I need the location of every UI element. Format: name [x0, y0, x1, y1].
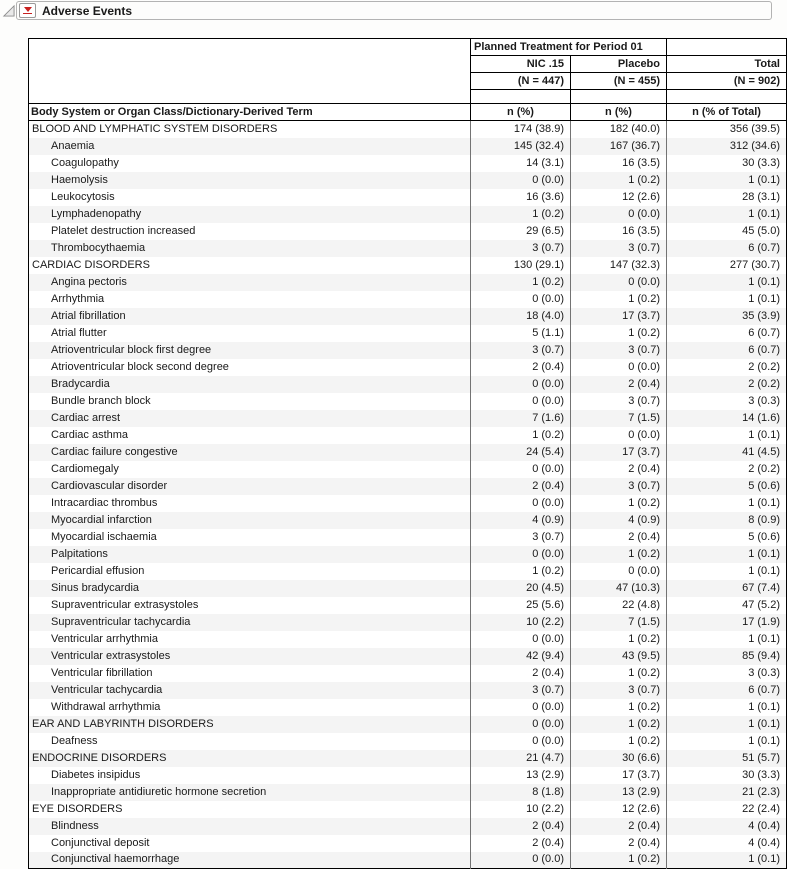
value-cell-nic: 0 (0.0): [471, 376, 571, 393]
value-cell-total: 85 (9.4): [667, 648, 787, 665]
term-cell: Cardiac asthma: [51, 428, 129, 441]
term-cell: Ventricular fibrillation: [51, 666, 153, 679]
term-cell: Withdrawal arrhythmia: [51, 700, 161, 713]
term-cell: Thrombocythaemia: [51, 241, 146, 254]
value-cell-nic: 0 (0.0): [471, 461, 571, 478]
term-cell: Cardiac arrest: [51, 411, 121, 424]
table-row[interactable]: [29, 580, 787, 597]
value-cell-placebo: 0 (0.0): [571, 359, 667, 376]
term-cell: Conjunctival deposit: [51, 836, 150, 849]
value-cell-total: 45 (5.0): [667, 223, 787, 240]
table-row[interactable]: [29, 240, 787, 257]
value-cell-placebo: 1 (0.2): [571, 495, 667, 512]
term-cell: Lymphadenopathy: [51, 207, 142, 220]
value-cell-total: 1 (0.1): [667, 172, 787, 189]
value-cell-placebo: 12 (2.6): [571, 801, 667, 818]
table-row[interactable]: [29, 325, 787, 342]
disclosure-triangle-icon[interactable]: [2, 4, 15, 17]
column-n-total: (N = 902): [667, 73, 787, 90]
value-cell-total: 1 (0.1): [667, 852, 787, 869]
term-cell: Pericardial effusion: [51, 564, 145, 577]
value-cell-placebo: 2 (0.4): [571, 818, 667, 835]
value-cell-total: 4 (0.4): [667, 818, 787, 835]
table-row[interactable]: [29, 784, 787, 801]
value-cell-total: 35 (3.9): [667, 308, 787, 325]
value-cell-placebo: 0 (0.0): [571, 427, 667, 444]
value-cell-nic: 0 (0.0): [471, 393, 571, 410]
value-cell-total: 5 (0.6): [667, 478, 787, 495]
table-row[interactable]: [29, 189, 787, 206]
term-cell: Supraventricular extrasystoles: [51, 598, 199, 611]
table-row[interactable]: [29, 631, 787, 648]
value-cell-nic: 7 (1.6): [471, 410, 571, 427]
value-cell-placebo: 2 (0.4): [571, 529, 667, 546]
value-cell-placebo: 2 (0.4): [571, 376, 667, 393]
value-cell-total: 21 (2.3): [667, 784, 787, 801]
table-row[interactable]: [29, 138, 787, 155]
table-row[interactable]: [29, 801, 787, 818]
table-row[interactable]: [29, 427, 787, 444]
value-cell-total: 67 (7.4): [667, 580, 787, 597]
value-cell-total: 1 (0.1): [667, 546, 787, 563]
value-cell-nic: 0 (0.0): [471, 852, 571, 869]
value-cell-placebo: 147 (32.3): [571, 257, 667, 274]
value-cell-total: 22 (2.4): [667, 801, 787, 818]
value-cell-total: 6 (0.7): [667, 682, 787, 699]
table-row[interactable]: [29, 818, 787, 835]
table-row[interactable]: [29, 665, 787, 682]
value-cell-total: 6 (0.7): [667, 240, 787, 257]
table-row[interactable]: [29, 393, 787, 410]
value-cell-nic: 13 (2.9): [471, 767, 571, 784]
table-row[interactable]: [29, 223, 787, 240]
value-cell-placebo: 1 (0.2): [571, 291, 667, 308]
value-cell-nic: 1 (0.2): [471, 427, 571, 444]
value-cell-nic: 174 (38.9): [471, 121, 571, 138]
value-cell-total: 277 (30.7): [667, 257, 787, 274]
value-cell-nic: 21 (4.7): [471, 750, 571, 767]
value-cell-nic: 1 (0.2): [471, 563, 571, 580]
column-n-nic: (N = 447): [471, 73, 571, 90]
term-cell: Platelet destruction increased: [51, 224, 196, 237]
value-cell-total: 1 (0.1): [667, 699, 787, 716]
value-cell-total: 47 (5.2): [667, 597, 787, 614]
value-cell-placebo: 1 (0.2): [571, 733, 667, 750]
value-cell-placebo: 17 (3.7): [571, 308, 667, 325]
value-cell-placebo: 12 (2.6): [571, 189, 667, 206]
value-cell-nic: 0 (0.0): [471, 546, 571, 563]
table-row[interactable]: [29, 155, 787, 172]
value-cell-placebo: 16 (3.5): [571, 155, 667, 172]
term-cell: CARDIAC DISORDERS: [32, 258, 150, 271]
value-cell-total: 2 (0.2): [667, 461, 787, 478]
table-row[interactable]: [29, 614, 787, 631]
term-cell: Angina pectoris: [51, 275, 127, 288]
value-cell-nic: 16 (3.6): [471, 189, 571, 206]
value-cell-total: 1 (0.1): [667, 495, 787, 512]
value-cell-nic: 42 (9.4): [471, 648, 571, 665]
value-cell-total: 28 (3.1): [667, 189, 787, 206]
value-cell-total: 51 (5.7): [667, 750, 787, 767]
value-cell-placebo: 1 (0.2): [571, 546, 667, 563]
value-cell-nic: 2 (0.4): [471, 835, 571, 852]
value-cell-total: 17 (1.9): [667, 614, 787, 631]
table-row[interactable]: [29, 206, 787, 223]
table-row[interactable]: [29, 750, 787, 767]
value-cell-placebo: 1 (0.2): [571, 665, 667, 682]
value-cell-placebo: 1 (0.2): [571, 172, 667, 189]
value-cell-total: 30 (3.3): [667, 155, 787, 172]
measure-header-nic: n (%): [471, 104, 571, 121]
table-row[interactable]: [29, 733, 787, 750]
value-cell-total: 2 (0.2): [667, 376, 787, 393]
term-cell: Palpitations: [51, 547, 108, 560]
table-row[interactable]: [29, 342, 787, 359]
value-cell-placebo: 7 (1.5): [571, 410, 667, 427]
value-cell-placebo: 167 (36.7): [571, 138, 667, 155]
value-cell-nic: 25 (5.6): [471, 597, 571, 614]
table-row[interactable]: [29, 257, 787, 274]
value-cell-total: 30 (3.3): [667, 767, 787, 784]
term-cell: Inappropriate antidiuretic hormone secretion: [51, 785, 267, 798]
table-row[interactable]: [29, 852, 787, 869]
value-cell-placebo: 3 (0.7): [571, 478, 667, 495]
value-cell-total: 3 (0.3): [667, 665, 787, 682]
value-cell-nic: 2 (0.4): [471, 359, 571, 376]
value-cell-placebo: 3 (0.7): [571, 393, 667, 410]
value-cell-total: 4 (0.4): [667, 835, 787, 852]
term-cell: BLOOD AND LYMPHATIC SYSTEM DISORDERS: [32, 122, 278, 135]
term-cell: Arrhythmia: [51, 292, 105, 305]
table-row[interactable]: [29, 563, 787, 580]
value-cell-placebo: 3 (0.7): [571, 342, 667, 359]
term-cell: Atrioventricular block second degree: [51, 360, 229, 373]
value-cell-placebo: 43 (9.5): [571, 648, 667, 665]
value-cell-placebo: 17 (3.7): [571, 444, 667, 461]
term-cell: Haemolysis: [51, 173, 108, 186]
value-cell-placebo: 2 (0.4): [571, 461, 667, 478]
table-row[interactable]: [29, 682, 787, 699]
table-header: [29, 39, 787, 121]
value-cell-total: 41 (4.5): [667, 444, 787, 461]
value-cell-total: 1 (0.1): [667, 716, 787, 733]
value-cell-total: 5 (0.6): [667, 529, 787, 546]
value-cell-nic: 29 (6.5): [471, 223, 571, 240]
spacer-cell: [471, 90, 571, 104]
red-triangle-menu-icon[interactable]: [19, 3, 36, 18]
column-header-placebo: Placebo: [571, 56, 667, 73]
table-row[interactable]: [29, 444, 787, 461]
value-cell-nic: 3 (0.7): [471, 682, 571, 699]
value-cell-nic: 3 (0.7): [471, 342, 571, 359]
term-cell: Deafness: [51, 734, 98, 747]
table-row[interactable]: [29, 376, 787, 393]
value-cell-total: 1 (0.1): [667, 206, 787, 223]
value-cell-nic: 18 (4.0): [471, 308, 571, 325]
term-cell: Sinus bradycardia: [51, 581, 140, 594]
value-cell-placebo: 16 (3.5): [571, 223, 667, 240]
column-header-total: Total: [667, 56, 787, 73]
value-cell-nic: 10 (2.2): [471, 614, 571, 631]
value-cell-placebo: 0 (0.0): [571, 274, 667, 291]
term-cell: Anaemia: [51, 139, 95, 152]
value-cell-nic: 14 (3.1): [471, 155, 571, 172]
value-cell-placebo: 3 (0.7): [571, 240, 667, 257]
term-cell: Myocardial ischaemia: [51, 530, 157, 543]
value-cell-placebo: 1 (0.2): [571, 325, 667, 342]
value-cell-placebo: 182 (40.0): [571, 121, 667, 138]
stub-header-cell: [29, 39, 471, 104]
red-triangle-glyph: [24, 7, 32, 12]
value-cell-nic: 145 (32.4): [471, 138, 571, 155]
value-cell-total: 1 (0.1): [667, 631, 787, 648]
value-cell-nic: 0 (0.0): [471, 716, 571, 733]
term-cell: Cardiac failure congestive: [51, 445, 178, 458]
table-row[interactable]: [29, 546, 787, 563]
table-row[interactable]: [29, 461, 787, 478]
table-row[interactable]: [29, 172, 787, 189]
value-cell-total: 1 (0.1): [667, 733, 787, 750]
table-row[interactable]: [29, 291, 787, 308]
value-cell-total: 1 (0.1): [667, 427, 787, 444]
value-cell-nic: 4 (0.9): [471, 512, 571, 529]
value-cell-placebo: 1 (0.2): [571, 852, 667, 869]
value-cell-nic: 0 (0.0): [471, 733, 571, 750]
value-cell-placebo: 0 (0.0): [571, 563, 667, 580]
value-cell-nic: 0 (0.0): [471, 291, 571, 308]
value-cell-nic: 0 (0.0): [471, 631, 571, 648]
outline-title-content: [2, 1, 134, 20]
value-cell-placebo: 47 (10.3): [571, 580, 667, 597]
table-row[interactable]: [29, 597, 787, 614]
term-cell: Myocardial infarction: [51, 513, 152, 526]
column-n-placebo: (N = 455): [571, 73, 667, 90]
value-cell-total: 8 (0.9): [667, 512, 787, 529]
table-body: [29, 121, 787, 869]
term-cell: Bundle branch block: [51, 394, 151, 407]
table-row[interactable]: [29, 835, 787, 852]
value-cell-nic: 2 (0.4): [471, 818, 571, 835]
value-cell-nic: 2 (0.4): [471, 665, 571, 682]
table-row[interactable]: [29, 410, 787, 427]
value-cell-placebo: 30 (6.6): [571, 750, 667, 767]
term-cell: ENDOCRINE DISORDERS: [32, 751, 167, 764]
table-row[interactable]: [29, 478, 787, 495]
term-cell: Ventricular tachycardia: [51, 683, 163, 696]
value-cell-total: 6 (0.7): [667, 342, 787, 359]
adverse-events-report: [28, 38, 787, 869]
value-cell-nic: 1 (0.2): [471, 206, 571, 223]
term-cell: Ventricular extrasystoles: [51, 649, 171, 662]
value-cell-nic: 3 (0.7): [471, 529, 571, 546]
value-cell-placebo: 2 (0.4): [571, 835, 667, 852]
term-cell: EAR AND LABYRINTH DISORDERS: [32, 717, 214, 730]
spacer-cell: [667, 90, 787, 104]
term-cell: Supraventricular tachycardia: [51, 615, 191, 628]
table-row[interactable]: [29, 716, 787, 733]
term-cell: Leukocytosis: [51, 190, 115, 203]
value-cell-total: 1 (0.1): [667, 563, 787, 580]
measure-header-placebo: n (%): [571, 104, 667, 121]
value-cell-nic: 0 (0.0): [471, 172, 571, 189]
value-cell-placebo: 17 (3.7): [571, 767, 667, 784]
value-cell-total: 14 (1.6): [667, 410, 787, 427]
column-header-nic: NIC .15: [471, 56, 571, 73]
page-title: Adverse Events: [42, 3, 133, 18]
value-cell-nic: 5 (1.1): [471, 325, 571, 342]
outline-title-bar: [0, 0, 787, 22]
table-row[interactable]: [29, 359, 787, 376]
table-row[interactable]: [29, 121, 787, 138]
table-row[interactable]: [29, 495, 787, 512]
measure-header-total: n (% of Total): [667, 104, 787, 121]
group-header-spacer-cell: [667, 39, 787, 56]
term-cell: Coagulopathy: [51, 156, 119, 169]
term-cell: Diabetes insipidus: [51, 768, 141, 781]
term-cell: Atrial fibrillation: [51, 309, 126, 322]
value-cell-nic: 1 (0.2): [471, 274, 571, 291]
term-cell: Atrial flutter: [51, 326, 107, 339]
stub-header-label: Body System or Organ Class/Dictionary-Derived Term: [29, 104, 471, 121]
value-cell-placebo: 22 (4.8): [571, 597, 667, 614]
table-row[interactable]: [29, 699, 787, 716]
value-cell-total: 2 (0.2): [667, 359, 787, 376]
table-row[interactable]: [29, 648, 787, 665]
value-cell-total: 6 (0.7): [667, 325, 787, 342]
term-cell: Atrioventricular block first degree: [51, 343, 212, 356]
term-cell: Cardiovascular disorder: [51, 479, 168, 492]
value-cell-nic: 8 (1.8): [471, 784, 571, 801]
adverse-events-table: [28, 38, 787, 869]
value-cell-placebo: 4 (0.9): [571, 512, 667, 529]
spacer-cell: [571, 90, 667, 104]
value-cell-total: 356 (39.5): [667, 121, 787, 138]
value-cell-placebo: 1 (0.2): [571, 699, 667, 716]
value-cell-nic: 20 (4.5): [471, 580, 571, 597]
red-triangle-underline: [23, 13, 32, 14]
table-row[interactable]: [29, 274, 787, 291]
value-cell-placebo: 3 (0.7): [571, 682, 667, 699]
value-cell-nic: 3 (0.7): [471, 240, 571, 257]
term-cell: Ventricular arrhythmia: [51, 632, 158, 645]
value-cell-total: 3 (0.3): [667, 393, 787, 410]
value-cell-nic: 0 (0.0): [471, 495, 571, 512]
treatment-group-header: Planned Treatment for Period 01: [471, 39, 667, 56]
table-row[interactable]: [29, 512, 787, 529]
value-cell-nic: 10 (2.2): [471, 801, 571, 818]
term-cell: Blindness: [51, 819, 99, 832]
value-cell-placebo: 0 (0.0): [571, 206, 667, 223]
value-cell-placebo: 1 (0.2): [571, 716, 667, 733]
value-cell-placebo: 7 (1.5): [571, 614, 667, 631]
value-cell-total: 1 (0.1): [667, 291, 787, 308]
term-cell: Bradycardia: [51, 377, 110, 390]
value-cell-total: 312 (34.6): [667, 138, 787, 155]
value-cell-nic: 130 (29.1): [471, 257, 571, 274]
table-row[interactable]: [29, 767, 787, 784]
term-cell: Conjunctival haemorrhage: [51, 853, 180, 866]
value-cell-placebo: 1 (0.2): [571, 631, 667, 648]
value-cell-total: 1 (0.1): [667, 274, 787, 291]
value-cell-nic: 2 (0.4): [471, 478, 571, 495]
table-row[interactable]: [29, 529, 787, 546]
term-cell: Intracardiac thrombus: [51, 496, 158, 509]
table-row[interactable]: [29, 308, 787, 325]
term-cell: EYE DISORDERS: [32, 802, 123, 815]
value-cell-nic: 0 (0.0): [471, 699, 571, 716]
term-cell: Cardiomegaly: [51, 462, 119, 475]
value-cell-placebo: 13 (2.9): [571, 784, 667, 801]
value-cell-nic: 24 (5.4): [471, 444, 571, 461]
